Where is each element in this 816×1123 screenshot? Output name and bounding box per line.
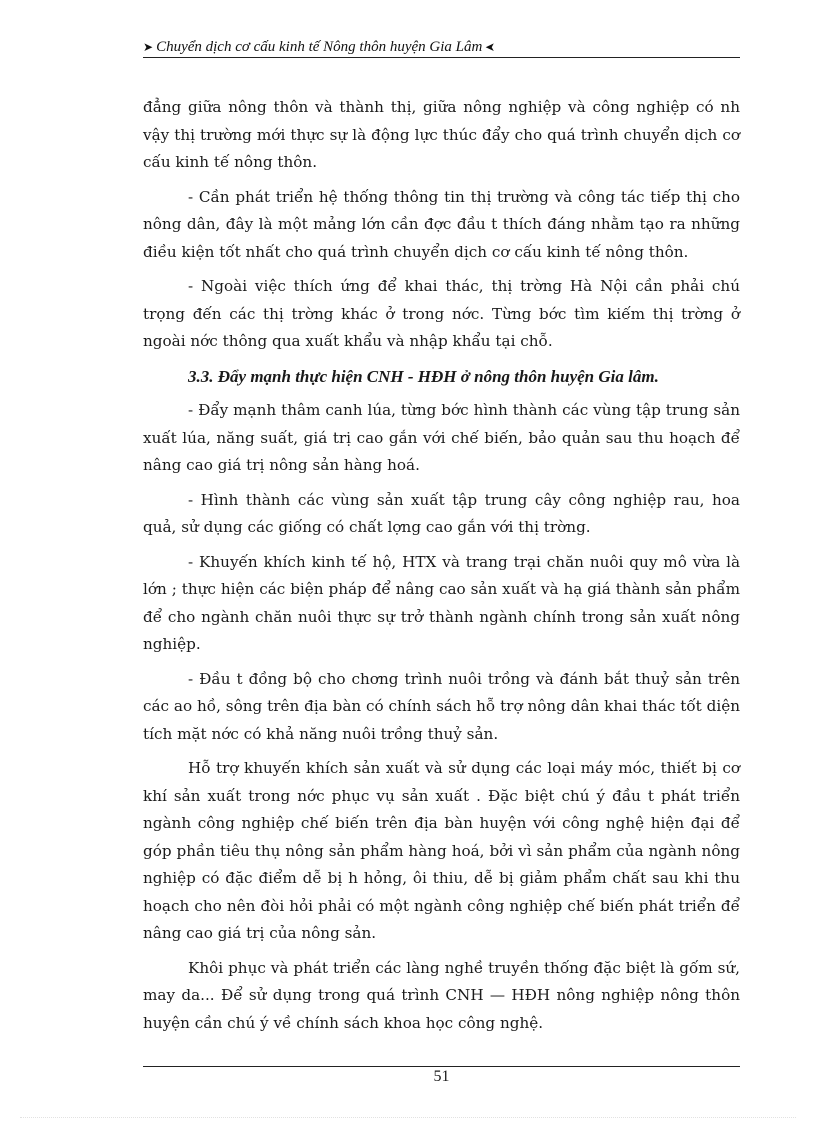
section-heading: 3.3. Đẩy mạnh thực hiện CNH - HĐH ở nông thôn huyện Gia lâm. <box>188 366 659 386</box>
header-title: Chuyển dịch cơ cấu kinh tế Nông thôn huyện Gia Lâm <box>156 39 483 55</box>
arrow-right-icon: ➤ <box>143 40 154 54</box>
paragraph: - Hình thành các vùng sản xuất tập trung cây công nghiệp rau, hoa quả, sử dụng các giống có chất lợng cao gắn với thị trờng. <box>143 490 740 536</box>
page-edge-divider <box>20 1117 796 1118</box>
paragraph: - Khuyến khích kinh tế hộ, HTX và trang trại chăn nuôi quy mô vừa là lớn ; thực hiện các biện pháp để nâng cao sản xuất và hạ giá thành sản phẩm để cho ngành chăn nuôi thực sự trở thành ngành chính trong sản xuất nông nghiệp. <box>143 552 740 653</box>
page-number: 51 <box>433 1068 450 1085</box>
running-header <box>143 38 740 58</box>
paragraph: Khôi phục và phát triển các làng nghề truyền thống đặc biệt là gốm sứ, may da... Để sử dụng trong quá trình CNH — HĐH nông nghiệp nông thôn huyện cần chú ý về chính sách khoa học công nghệ. <box>143 958 740 1032</box>
footer-divider <box>143 1066 740 1067</box>
paragraph: - Đầu t đồng bộ cho chơng trình nuôi trồng và đánh bắt thuỷ sản trên các ao hồ, sông trên địa bàn có chính sách hỗ trợ nông dân khai thác tốt diện tích mặt nớc có khả năng nuôi trồng thuỷ sản. <box>143 669 740 743</box>
paragraph: - Đẩy mạnh thâm canh lúa, từng bớc hình thành các vùng tập trung sản xuất lúa, năng suất, giá trị cao gắn với chế biến, bảo quản sau thu hoạch để nâng cao giá trị nông sản hàng hoá. <box>143 401 740 474</box>
paragraph: - Cần phát triển hệ thống thông tin thị trường và công tác tiếp thị cho nông dân, đây là một mảng lớn cần đợc đầu t thích đáng nhằm tạo ra những điều kiện tốt nhất cho quá trình chuyển dịch cơ cấu kinh tế nông thôn. <box>143 187 740 261</box>
paragraph-continued: đẳng giữa nông thôn và thành thị, giữa nông nghiệp và công nghiệp có nh vậy thị trường mới thực sự là động lực thúc đẩy cho quá trình chuyển dịch cơ cấu kinh tế nông thôn. <box>143 98 740 171</box>
paragraph: - Ngoài việc thích ứng để khai thác, thị trờng Hà Nội cần phải chú trọng đến các thị trờng khác ở trong nớc. Từng bớc tìm kiếm thị trờng ở ngoài nớc thông qua xuất khẩu và nhập khẩu tại chỗ. <box>143 277 740 350</box>
paragraph: Hỗ trợ khuyến khích sản xuất và sử dụng các loại máy móc, thiết bị cơ khí sản xuất trong nớc phục vụ sản xuất . Đặc biệt chú ý đầu t phát triển ngành công nghiệp chế biến trên địa bàn huyện với công nghệ hiện đại để góp phần tiêu thụ nông sản phẩm hàng hoá, bởi vì sản phẩm của ngành nông nghiệp có đặc điểm dễ bị h hỏng, ôi thiu, dễ bị giảm phẩm chất sau khi thu hoạch cho nên đòi hỏi phải có một ngành công nghiệp chế biến phát triển để nâng cao giá trị của nông sản. <box>143 759 740 942</box>
arrow-left-icon: ➤ <box>485 40 496 54</box>
document-body <box>143 94 740 1044</box>
